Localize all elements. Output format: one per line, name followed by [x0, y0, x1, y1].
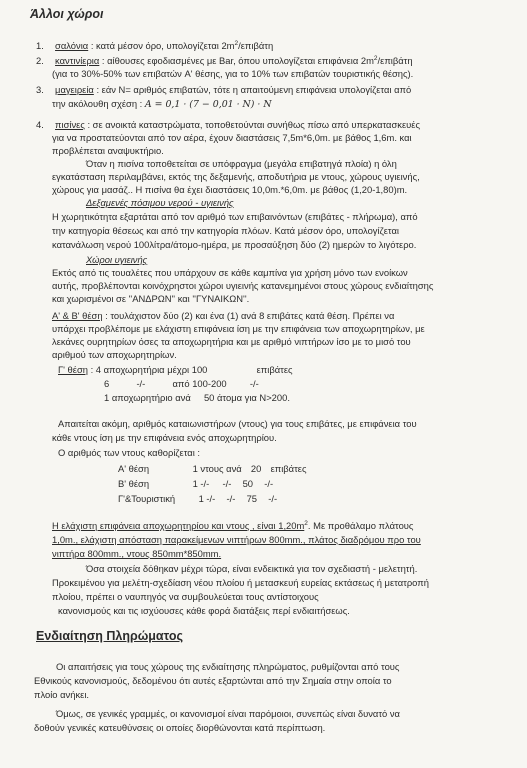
item-term-pisines: πισίνες	[55, 119, 85, 130]
gamma-row-1: Γ' θέση : 4 αποχωρητήρια μέχρι 100 επιβάτες	[58, 364, 293, 375]
showers-paragraph-line: Απαιτείται ακόμη, αριθμός καταιωνιστήρων (ντους) για τους επιβάτες, με επιφάνεια του	[58, 418, 417, 429]
item-term-mageireia: μαγειρεία	[55, 84, 94, 95]
closing-paragraph-line: Προκειμένου για μελέτη-σχεδίαση νέου πλοίου ή μετασκευή ευρείας εκτάσεως ή μετατροπή	[52, 577, 429, 588]
ab-class-paragraph: A' & B' θέση : τουλάχιστον δύο (2) και ένα (1) ανά 8 επιβάτες κατά θέση. Πρέπει να	[52, 310, 395, 321]
min-area-line-2: 1,0m., ελάχιστη απόσταση παρακείμενων νιπτήρων 800mm., πλάτος διαδρόμου προ του	[52, 534, 421, 545]
water-paragraph-line: κατανάλωση νερού 100λίτρα/άτομο-ημέρα, με προσαύξηση δύο (2) ημερών το λιγότερο.	[52, 239, 417, 250]
gamma-row-2: 6 -/- από 100-200 -/-	[104, 378, 259, 389]
page-title: Άλλοι χώροι	[30, 7, 104, 21]
list-item-1: 1. σαλόνια : κατά μέσον όρο, υπολογίζεται $2m^2$/επιβάτη	[36, 39, 274, 51]
item-number: 1.	[36, 40, 44, 51]
min-area-line-3: νιπτήρα 800mm., ντους 850mm*850mm.	[52, 548, 222, 559]
water-paragraph-line: την κατηγορία θέσεως και από την κατηγορία πλόων. Κατά μέσον όρο, υπολογίζεται	[52, 225, 399, 236]
showers-row-a: Α' θέση 1 ντους ανά 20 επιβάτες	[118, 463, 307, 474]
showers-paragraph-line: κάθε ντους ίση με την επιφάνεια ενός αποχωρητηρίου.	[52, 432, 277, 443]
water-tanks-heading: Δεξαμενές πόσιμου νερού - υγιεινής	[86, 197, 234, 208]
hygiene-heading: Χώροι υγιεινής	[86, 254, 148, 265]
showers-row-gamma: Γ'&Τουριστική 1 -/- -/- 75 -/-	[118, 493, 278, 504]
ab-paragraph-line: αριθμού των αποχωρητηρίων.	[52, 349, 177, 360]
showers-intro: Ο αριθμός των ντους καθορίζεται :	[58, 447, 201, 458]
list-item-3: 3. μαγειρεία : εάν N= αριθμός επιβατών, τότε η απαιτούμενη επιφάνεια υπολογίζεται από	[36, 84, 412, 95]
crew-paragraph-line: Εθνικούς κανονισμούς, δεδομένου ότι αυτές εξαρτώνται από την Σημαία στην οποία το	[34, 675, 392, 686]
list-item-2-line2: (για το 30%-50% των επιβατών A' θέσης, για το 10% των επιβατών τουριστικής θέσης).	[52, 68, 414, 79]
closing-paragraph-line: πλοίου, πρέπει ο ναυπηγός να συμβουλεύεται τους αντίστοιχους	[52, 591, 319, 602]
list-item-4-line2: για να προστατεύονται από τον αέρα, έχουν διαστάσεις 7,5m*6,0m. με βάθος 1,6m. και	[52, 132, 412, 143]
pool-paragraph-line: εγκατάσταση περιλαμβάνει, εκτός της δεξαμενής, αποδυτήρια με ντους, χώρους υγιεινής,	[52, 171, 420, 182]
crew-paragraph-line: δοθούν γενικές κατευθύνσεις οι οποίες διορθώνονται κατά περίπτωση.	[34, 722, 326, 733]
item-term-kantinieria: καντινίερια	[55, 55, 100, 66]
min-area-line-1: Η ελάχιστη επιφάνεια αποχωρητηρίου και ντους , είναι $1,20m^2$. Με προθάλαμο πλάτους	[52, 519, 414, 531]
water-paragraph-line: Η χωρητικότητα εξαρτάται από τον αριθμό των επιβαινόντων (επιβάτες - πλήρωμα), από	[52, 211, 418, 222]
pool-paragraph-line: χώρους για μασάζ.. Η πισίνα θα έχει διαστάσεις 10,0m.*6,0m. με βάθος (1,20-1,80)m.	[52, 184, 408, 195]
list-item-4: 4. πισίνες : σε ανοικτά καταστρώματα, τοποθετούνται συνήθως πίσω από υπερκατασκευές	[36, 119, 420, 130]
pool-paragraph-line: Όταν η πισίνα τοποθετείται σε υπόφραγμα (μεγάλα επιβατηγά πλοία) η όλη	[86, 158, 397, 169]
crew-accommodation-heading: Ενδιαίτηση Πληρώματος	[36, 629, 183, 643]
galley-formula: A = 0,1 · (7 − 0,01 · N) · N	[144, 99, 272, 110]
crew-paragraph-line: Όμως, σε γενικές γραμμές, οι κανονισμοί είναι παρόμοιοι, συνεπώς είναι δυνατό να	[56, 708, 400, 719]
gamma-row-3: 1 αποχωρητήριο ανά 50 άτομα για N>200.	[104, 392, 290, 403]
closing-paragraph-line: Όσα στοιχεία δόθηκαν μέχρι τώρα, είναι ενδεικτικά για τον σχεδιαστή - μελετητή.	[86, 563, 418, 574]
list-item-3-line2: την ακόλουθη σχέση : A = 0,1 · (7 − 0,01 · N) · N	[52, 98, 272, 110]
closing-paragraph-line: κανονισμούς και τις ισχύουσες κάθε φορά διατάξεις περί ενδιαιτήσεως.	[58, 605, 350, 616]
list-item-4-line3: προβλέπεται αναψυκτήριο.	[52, 145, 164, 156]
crew-paragraph-line: πλοίο ανήκει.	[34, 689, 90, 700]
hygiene-paragraph-line: αυτής, προβλέπονται κοινόχρηστοι χώροι υγιεινής κατανεμημένοι στους χώρους ενδιαίτησης	[52, 280, 434, 291]
gamma-class-lead: Γ' θέση	[58, 364, 88, 375]
showers-row-b: Β' θέση 1 -/- -/- 50 -/-	[118, 478, 274, 489]
hygiene-paragraph-line: και χωρισμένοι σε ''ΑΝΔΡΩΝ'' και ''ΓΥΝΑΙΚΩΝ''.	[52, 293, 250, 304]
hygiene-paragraph-line: Εκτός από τις τουαλέτες που υπάρχουν σε κάθε καμπίνα για χρήση μόνο των ενοίκων	[52, 267, 408, 278]
list-item-2: 2. καντινίερια : αίθουσες εφοδιασμένες με Bar, όπου υπολογίζεται επιφάνεια $2m^2$/επιβάτη	[36, 54, 413, 66]
ab-paragraph-line: λεκάνες ουρητηρίων όσες τα αποχωρητήρια και με αριθμό νιπτήρων ίσο με το μισό του	[52, 336, 411, 347]
ab-class-lead: A' & B' θέση	[52, 310, 103, 321]
item-term-salonia: σαλόνια	[55, 40, 89, 51]
ab-paragraph-line: υπάρχει προβλέπομε με ελάχιστη επιφάνεια ίση με την επιφάνεια των αποχωρητηρίων, με	[52, 323, 425, 334]
crew-paragraph-line: Οι απαιτήσεις για τους χώρους της ενδιαίτησης πληρώματος, ρυθμίζονται από τους	[56, 661, 400, 672]
